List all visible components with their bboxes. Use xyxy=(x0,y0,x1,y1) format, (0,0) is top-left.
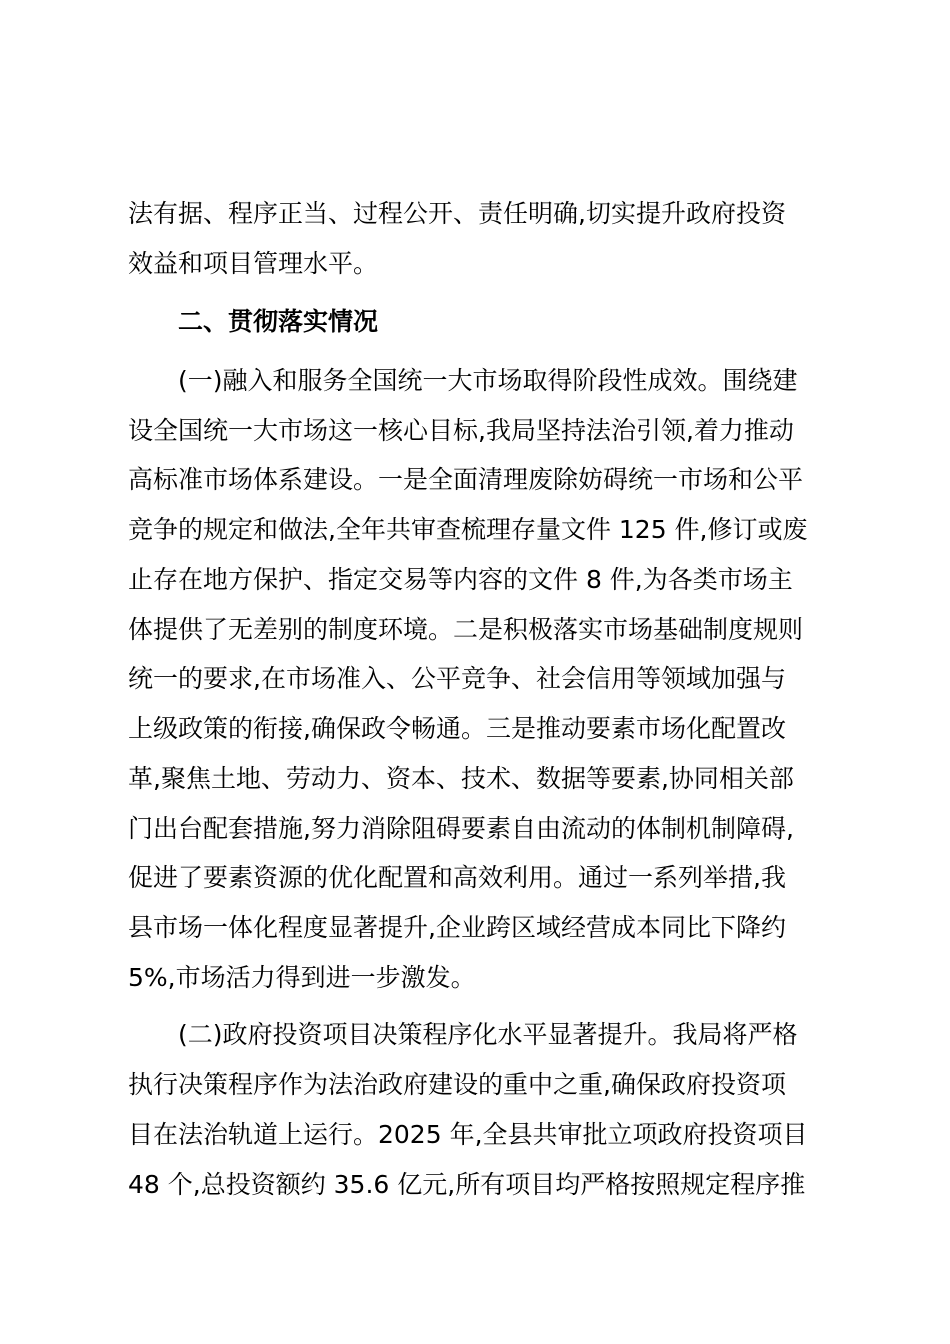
body-text-line: 48 个,总投资额约 35.6 亿元,所有项目均严格按照规定程序推 xyxy=(128,1170,806,1199)
paragraph-first-line: (二)政府投资项目决策程序化水平显著提升。我局将严格 xyxy=(178,1020,798,1049)
body-text-line: 县市场一体化程度显著提升,企业跨区域经营成本同比下降约 xyxy=(128,913,786,942)
body-text-line: 上级政策的衔接,确保政令畅通。三是推动要素市场化配置改 xyxy=(128,714,786,743)
body-text-line: 体提供了无差别的制度环境。二是积极落实市场基础制度规则 xyxy=(128,615,804,644)
body-text-line: 门出台配套措施,努力消除阻碍要素自由流动的体制机制障碍, xyxy=(128,814,794,843)
body-text-line: 执行决策程序作为法治政府建设的重中之重,确保政府投资项 xyxy=(128,1070,786,1099)
body-text-line: 止存在地方保护、指定交易等内容的文件 8 件,为各类市场主 xyxy=(128,565,793,594)
section-heading: 二、贯彻落实情况 xyxy=(178,307,379,336)
body-text-line: 5%,市场活力得到进一步激发。 xyxy=(128,963,476,992)
body-text-line: 促进了要素资源的优化配置和高效利用。通过一系列举措,我 xyxy=(128,863,786,892)
paragraph-first-line: (一)融入和服务全国统一大市场取得阶段性成效。围绕建 xyxy=(178,366,798,395)
body-text-line: 革,聚焦土地、劳动力、资本、技术、数据等要素,协同相关部 xyxy=(128,764,794,793)
body-text-line: 设全国统一大市场这一核心目标,我局坚持法治引领,着力推动 xyxy=(128,416,794,445)
body-text-line: 法有据、程序正当、过程公开、责任明确,切实提升政府投资 xyxy=(128,199,786,228)
body-text-line: 统一的要求,在市场准入、公平竞争、社会信用等领域加强与 xyxy=(128,664,786,693)
body-text-line: 目在法治轨道上运行。2025 年,全县共审批立项政府投资项目 xyxy=(128,1120,808,1149)
body-text-line: 效益和项目管理水平。 xyxy=(128,249,379,278)
body-text-line: 竞争的规定和做法,全年共审查梳理存量文件 125 件,修订或废 xyxy=(128,515,808,544)
body-text-line: 高标准市场体系建设。一是全面清理废除妨碍统一市场和公平 xyxy=(128,465,804,494)
